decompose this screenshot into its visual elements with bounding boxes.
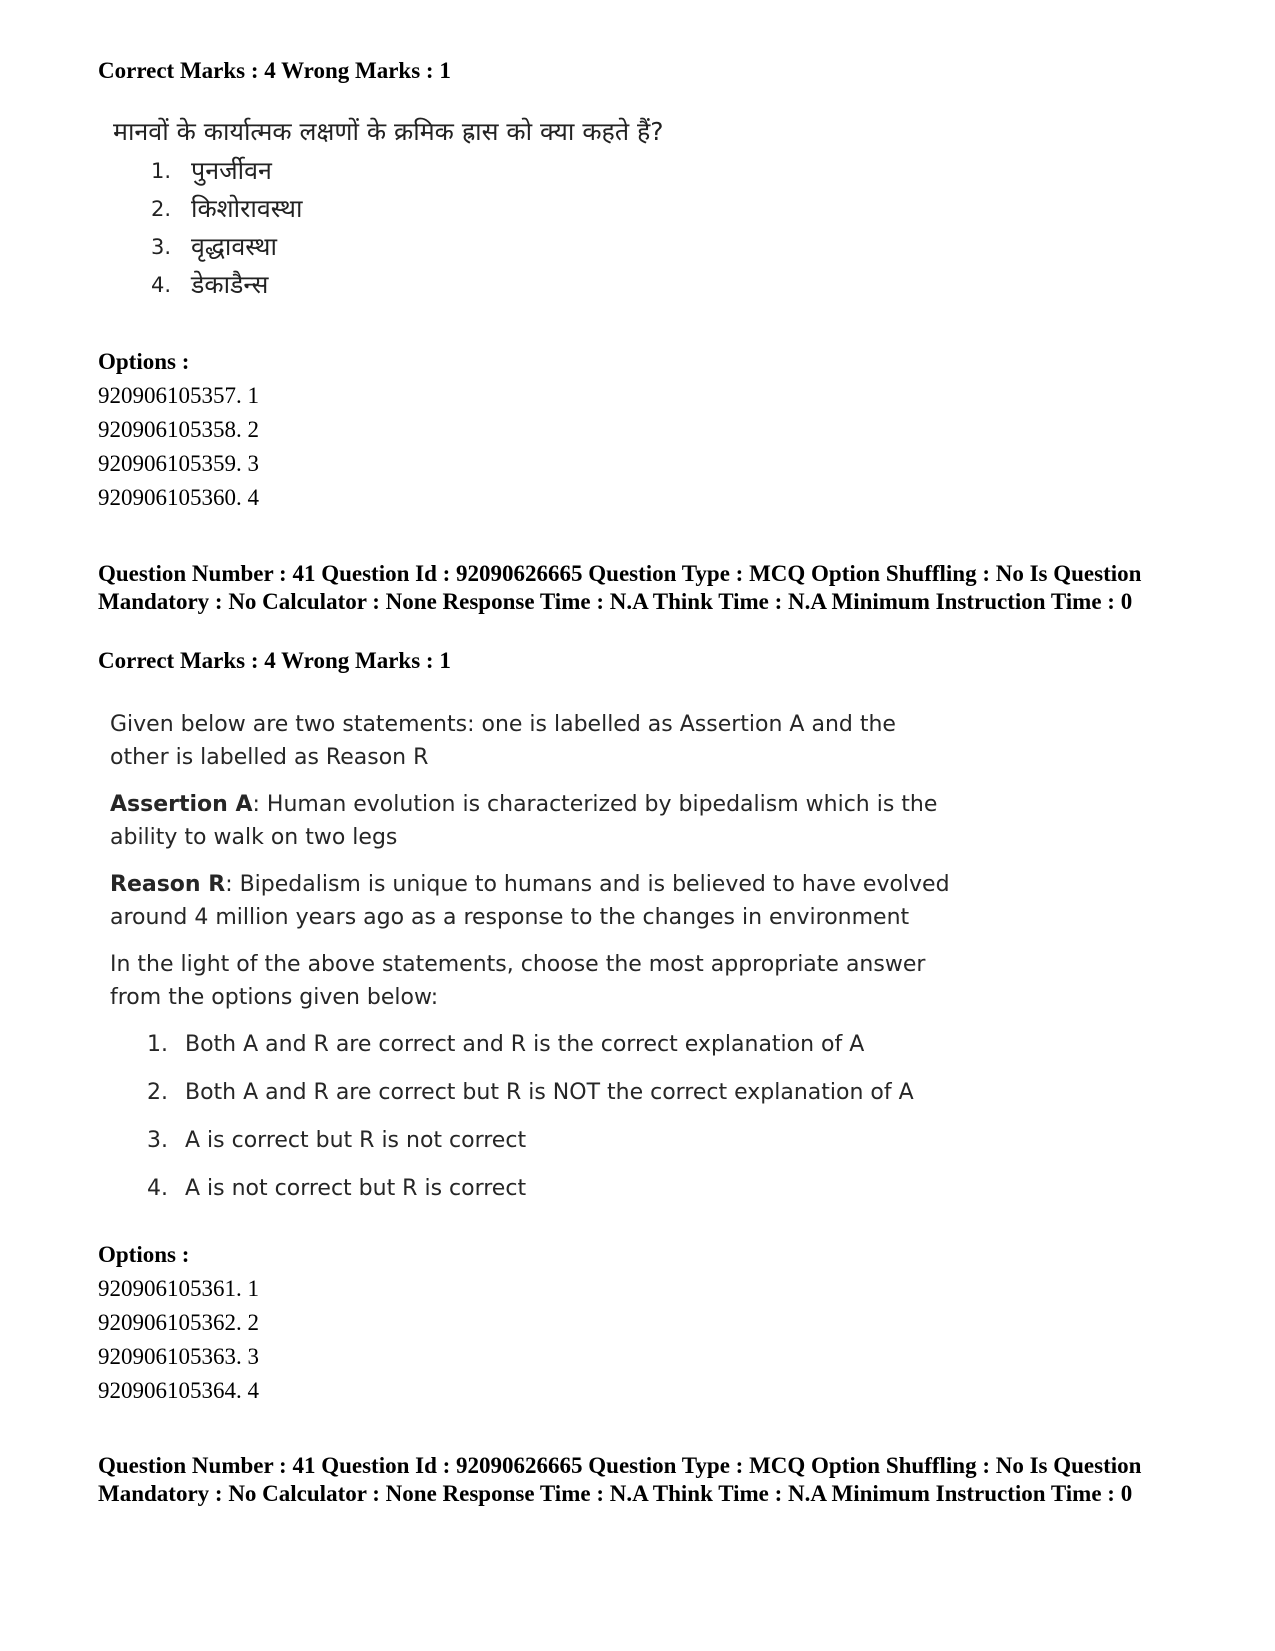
assertion-label: Assertion A — [110, 792, 253, 817]
question-image — [110, 708, 950, 1220]
question-intro: Given below are two statements: one is labelled as Assertion A and the other is labelled as Reason R — [110, 712, 896, 770]
choice-item: 3. वृद्धावस्था — [151, 232, 277, 261]
marks-line: Correct Marks : 4 Wrong Marks : 1 — [98, 58, 451, 83]
options-heading: Options : — [98, 1242, 190, 1267]
choice-item: 4. A is not correct but R is correct — [147, 1176, 527, 1201]
reason-statement: Reason R: Bipedalism is unique to humans and is believed to have evolved around 4 million years ago as a response to the changes in environment — [110, 872, 950, 930]
reason-label: Reason R — [110, 872, 226, 897]
options-heading: Options : — [98, 349, 190, 374]
option-line: 920906105364. 4 — [98, 1378, 259, 1403]
option-line: 920906105359. 3 — [98, 451, 259, 476]
instruction-text: In the light of the above statements, choose the most appropriate answer from the options given below: — [110, 952, 926, 1010]
option-line: 920906105361. 1 — [98, 1276, 259, 1301]
marks-line: Correct Marks : 4 Wrong Marks : 1 — [98, 648, 451, 673]
choice-list — [147, 1028, 950, 1205]
option-line: 920906105357. 1 — [98, 383, 259, 408]
choice-item: 1. पुनर्जीवन — [151, 156, 272, 185]
choice-item: 1. Both A and R are correct and R is the correct explanation of A — [147, 1032, 865, 1057]
question-meta: Question Number : 41 Question Id : 92090626665 Question Type : MCQ Option Shuffling : No Is Question Mandatory : No Calculator : None Response Time : N.A Think Time : N.A Minimum Instruction Time : 0 — [98, 1453, 1142, 1506]
options-block — [98, 1238, 259, 1408]
assertion-statement: Assertion A: Human evolution is characterized by bipedalism which is the ability to walk on two legs — [110, 792, 938, 850]
choice-item: 2. Both A and R are correct but R is NOT the correct explanation of A — [147, 1080, 914, 1105]
option-line: 920906105360. 4 — [98, 485, 259, 510]
choice-item: 2. किशोरावस्था — [151, 194, 303, 223]
question-text: मानवों के कार्यात्मक लक्षणों के क्रमिक ह्रास को क्या कहते हैं? — [113, 117, 664, 146]
choice-list — [151, 152, 813, 304]
choice-item: 4. डेकाडैन्स — [151, 270, 269, 299]
choice-item: 3. A is correct but R is not correct — [147, 1128, 527, 1153]
question-image — [113, 112, 813, 304]
question-meta: Question Number : 41 Question Id : 92090626665 Question Type : MCQ Option Shuffling : No Is Question Mandatory : No Calculator : None Response Time : N.A Think Time : N.A Minimum Instruction Time : 0 — [98, 561, 1142, 614]
option-line: 920906105362. 2 — [98, 1310, 259, 1335]
option-line: 920906105358. 2 — [98, 417, 259, 442]
options-block — [98, 345, 259, 515]
option-line: 920906105363. 3 — [98, 1344, 259, 1369]
